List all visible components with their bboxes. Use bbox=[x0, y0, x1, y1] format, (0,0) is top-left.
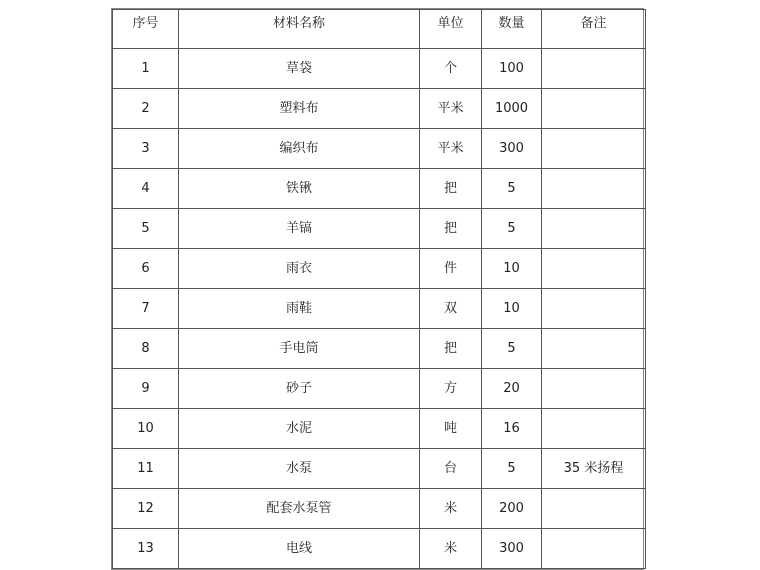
cell-name: 草袋 bbox=[179, 49, 420, 89]
cell-unit: 把 bbox=[420, 169, 482, 209]
cell-note bbox=[542, 89, 646, 129]
materials-table bbox=[112, 9, 646, 569]
table-row bbox=[113, 249, 646, 289]
cell-note bbox=[542, 169, 646, 209]
cell-unit: 吨 bbox=[420, 409, 482, 449]
cell-no: 5 bbox=[113, 209, 179, 249]
cell-unit: 把 bbox=[420, 329, 482, 369]
header-name: 材料名称 bbox=[179, 10, 420, 49]
cell-no: 6 bbox=[113, 249, 179, 289]
cell-name: 雨衣 bbox=[179, 249, 420, 289]
table-row bbox=[113, 329, 646, 369]
cell-name: 塑料布 bbox=[179, 89, 420, 129]
table-row bbox=[113, 449, 646, 489]
table-row bbox=[113, 169, 646, 209]
cell-qty: 200 bbox=[482, 489, 542, 529]
cell-no: 9 bbox=[113, 369, 179, 409]
cell-note bbox=[542, 489, 646, 529]
header-unit: 单位 bbox=[420, 10, 482, 49]
cell-qty: 10 bbox=[482, 289, 542, 329]
table-row bbox=[113, 529, 646, 569]
cell-no: 13 bbox=[113, 529, 179, 569]
cell-unit: 平米 bbox=[420, 129, 482, 169]
cell-note bbox=[542, 529, 646, 569]
cell-qty: 5 bbox=[482, 329, 542, 369]
cell-no: 7 bbox=[113, 289, 179, 329]
cell-unit: 米 bbox=[420, 529, 482, 569]
table-row bbox=[113, 89, 646, 129]
cell-note bbox=[542, 129, 646, 169]
cell-qty: 1000 bbox=[482, 89, 542, 129]
table-row bbox=[113, 369, 646, 409]
cell-unit: 米 bbox=[420, 489, 482, 529]
cell-qty: 300 bbox=[482, 529, 542, 569]
cell-no: 3 bbox=[113, 129, 179, 169]
cell-note: 35 米扬程 bbox=[542, 449, 646, 489]
materials-table-frame bbox=[111, 8, 644, 570]
cell-qty: 5 bbox=[482, 449, 542, 489]
cell-qty: 100 bbox=[482, 49, 542, 89]
table-row bbox=[113, 289, 646, 329]
cell-qty: 300 bbox=[482, 129, 542, 169]
cell-name: 砂子 bbox=[179, 369, 420, 409]
cell-no: 1 bbox=[113, 49, 179, 89]
cell-name: 雨鞋 bbox=[179, 289, 420, 329]
cell-name: 手电筒 bbox=[179, 329, 420, 369]
cell-name: 电线 bbox=[179, 529, 420, 569]
table-row bbox=[113, 489, 646, 529]
cell-note bbox=[542, 409, 646, 449]
cell-unit: 个 bbox=[420, 49, 482, 89]
cell-note bbox=[542, 289, 646, 329]
cell-name: 编织布 bbox=[179, 129, 420, 169]
table-row bbox=[113, 409, 646, 449]
table-row bbox=[113, 49, 646, 89]
cell-no: 10 bbox=[113, 409, 179, 449]
cell-name: 水泵 bbox=[179, 449, 420, 489]
cell-qty: 5 bbox=[482, 169, 542, 209]
cell-name: 羊镐 bbox=[179, 209, 420, 249]
cell-note bbox=[542, 329, 646, 369]
cell-unit: 方 bbox=[420, 369, 482, 409]
cell-note bbox=[542, 209, 646, 249]
cell-no: 8 bbox=[113, 329, 179, 369]
cell-no: 4 bbox=[113, 169, 179, 209]
header-qty: 数量 bbox=[482, 10, 542, 49]
cell-qty: 5 bbox=[482, 209, 542, 249]
cell-note bbox=[542, 49, 646, 89]
cell-qty: 10 bbox=[482, 249, 542, 289]
table-header-row bbox=[113, 10, 646, 49]
cell-note bbox=[542, 369, 646, 409]
cell-qty: 20 bbox=[482, 369, 542, 409]
cell-qty: 16 bbox=[482, 409, 542, 449]
cell-unit: 平米 bbox=[420, 89, 482, 129]
cell-unit: 件 bbox=[420, 249, 482, 289]
cell-name: 配套水泵管 bbox=[179, 489, 420, 529]
cell-note bbox=[542, 249, 646, 289]
cell-no: 2 bbox=[113, 89, 179, 129]
header-no: 序号 bbox=[113, 10, 179, 49]
cell-name: 水泥 bbox=[179, 409, 420, 449]
cell-no: 11 bbox=[113, 449, 179, 489]
cell-unit: 双 bbox=[420, 289, 482, 329]
table-row bbox=[113, 209, 646, 249]
table-row bbox=[113, 129, 646, 169]
cell-unit: 把 bbox=[420, 209, 482, 249]
cell-name: 铁锹 bbox=[179, 169, 420, 209]
cell-no: 12 bbox=[113, 489, 179, 529]
cell-unit: 台 bbox=[420, 449, 482, 489]
header-note: 备注 bbox=[542, 10, 646, 49]
